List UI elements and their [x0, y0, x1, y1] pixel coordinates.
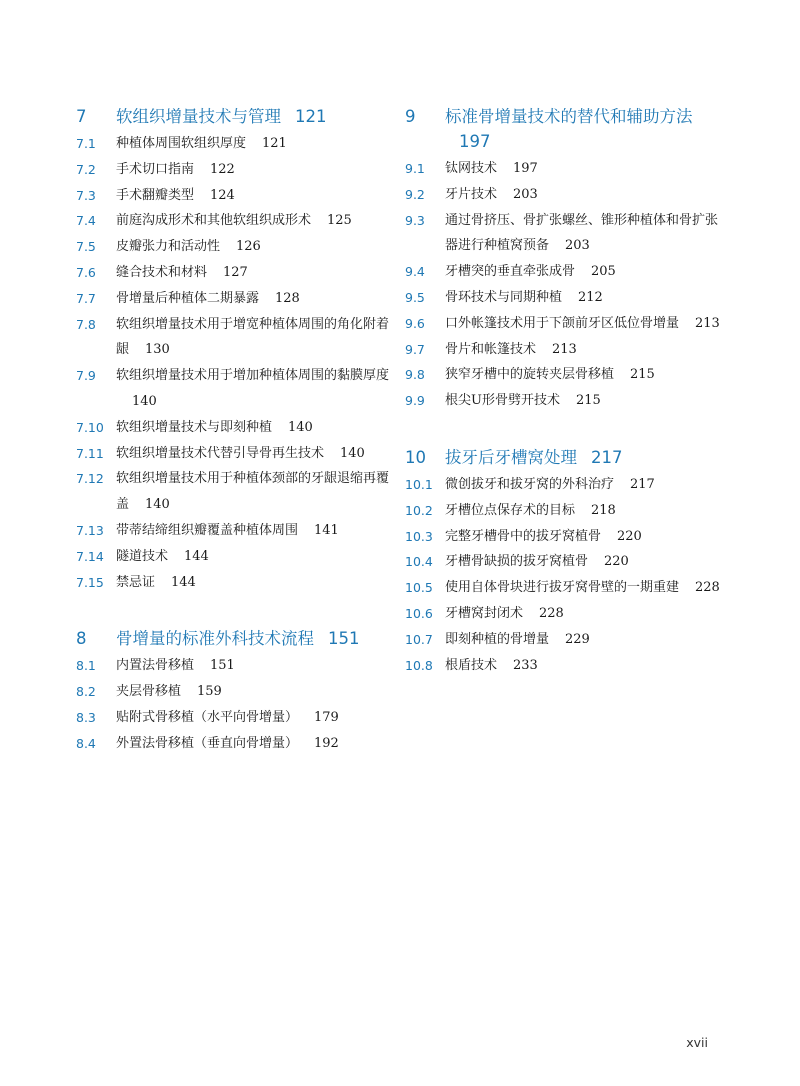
section-title-text: 骨片和帐篷技术	[445, 341, 537, 357]
section-title-text: 牙槽位点保存术的目标	[445, 502, 576, 518]
section-number: 10.4	[405, 554, 433, 570]
chapter-heading[interactable]	[405, 104, 725, 154]
section-title	[445, 156, 725, 182]
section-number: 7.5	[76, 239, 96, 255]
section-title	[445, 388, 725, 414]
section-title	[445, 311, 725, 337]
section-number: 9.4	[405, 264, 425, 280]
section-number: 8.2	[76, 684, 96, 700]
toc-entry[interactable]	[405, 156, 725, 182]
toc-chapter	[76, 626, 396, 756]
section-title	[445, 337, 725, 363]
section-title-text: 缝合技术和材料	[116, 264, 208, 280]
section-number: 7.12	[76, 471, 104, 487]
section-title	[116, 312, 396, 364]
section-page: 197	[513, 161, 538, 176]
toc-entry[interactable]	[76, 466, 396, 518]
section-page: 140	[288, 419, 313, 435]
toc-entry[interactable]	[76, 208, 396, 234]
toc-entry[interactable]	[76, 570, 396, 596]
section-title	[116, 234, 396, 260]
chapter-number: 9	[405, 107, 416, 126]
section-title	[445, 285, 725, 311]
section-title-text: 使用自体骨块进行拔牙窝骨壁的一期重建	[445, 580, 680, 596]
section-title-text: 皮瓣张力和活动性	[116, 239, 221, 255]
chapter-title	[445, 445, 725, 470]
section-page: 192	[314, 735, 339, 751]
toc-entry[interactable]	[405, 472, 725, 498]
section-page: 203	[565, 238, 590, 254]
section-page: 151	[210, 658, 235, 674]
chapter-page: 197	[459, 132, 491, 151]
toc-entry[interactable]	[405, 549, 725, 575]
section-title-text: 骨增量后种植体二期暴露	[116, 290, 260, 306]
chapter-number: 7	[76, 107, 87, 126]
section-page: 205	[591, 264, 616, 280]
section-number: 7.4	[76, 213, 96, 229]
toc-entry[interactable]	[76, 653, 396, 679]
section-title	[116, 157, 396, 183]
section-number: 9.6	[405, 315, 425, 331]
section-page: 122	[210, 161, 235, 177]
section-title-text: 软组织增量技术用于种植体颈部的牙龈退缩再覆盖	[116, 471, 390, 513]
section-title-text: 牙槽窝封闭术	[445, 605, 524, 621]
section-page: 229	[565, 631, 590, 647]
section-title-text: 外置法骨移植（垂直向骨增量）	[116, 735, 299, 751]
section-page: 130	[145, 342, 170, 358]
chapter-number: 8	[76, 629, 87, 649]
section-title	[116, 441, 396, 467]
section-title-text: 软组织增量技术代替引导骨再生技术	[116, 445, 325, 461]
section-number: 10.7	[405, 631, 433, 647]
toc-chapter	[76, 104, 396, 595]
section-page: 212	[578, 289, 603, 305]
section-title	[116, 415, 396, 441]
section-title	[116, 544, 396, 570]
section-number: 7.1	[76, 136, 96, 151]
section-title-text: 骨环技术与同期种植	[445, 289, 563, 305]
toc-entry[interactable]	[76, 441, 396, 467]
section-number: 9.3	[405, 212, 425, 228]
section-number: 10.1	[405, 476, 433, 492]
page-number: xvii	[686, 1035, 708, 1050]
toc-entry[interactable]	[405, 627, 725, 653]
section-number: 7.3	[76, 187, 96, 203]
section-title-text: 口外帐篷技术用于下颌前牙区低位骨增量	[445, 315, 680, 331]
section-title	[116, 653, 396, 679]
toc-column-right	[405, 104, 725, 709]
section-page: 228	[695, 580, 720, 596]
section-title	[116, 286, 396, 312]
section-title-text: 软组织增量技术用于增加种植体周围的黏膜厚度	[116, 368, 390, 384]
toc-entry[interactable]	[405, 653, 725, 679]
section-title-text: 软组织增量技术与即刻种植	[116, 419, 273, 435]
section-title	[116, 260, 396, 286]
section-title	[116, 705, 396, 731]
chapter-title-text: 标准骨增量技术的替代和辅助方法	[445, 107, 693, 126]
toc-entry[interactable]	[405, 524, 725, 550]
section-number: 10.6	[405, 605, 433, 621]
section-title	[445, 208, 725, 260]
section-number: 7.6	[76, 264, 96, 280]
toc-entry[interactable]	[405, 575, 725, 601]
section-number: 8.3	[76, 709, 96, 725]
section-page: 220	[604, 554, 629, 570]
section-number: 8.1	[76, 658, 96, 674]
section-number: 7.11	[76, 445, 104, 461]
section-page: 144	[171, 574, 196, 590]
section-title-text: 手术翻瓣类型	[116, 187, 195, 203]
section-title-text: 微创拔牙和拔牙窝的外科治疗	[445, 476, 615, 492]
chapter-heading[interactable]	[405, 445, 725, 470]
section-title-text: 隧道技术	[116, 548, 169, 564]
toc-entry[interactable]	[405, 259, 725, 285]
section-title-text: 即刻种植的骨增量	[445, 631, 550, 647]
section-title	[445, 653, 725, 679]
toc-entry[interactable]	[405, 285, 725, 311]
section-number: 7.2	[76, 161, 96, 177]
toc-entry[interactable]	[76, 286, 396, 312]
section-title	[116, 518, 396, 544]
section-page: 203	[513, 186, 538, 202]
section-title	[445, 575, 725, 601]
chapter-title	[116, 104, 396, 129]
section-number: 7.15	[76, 574, 104, 590]
section-number: 10.2	[405, 502, 433, 518]
section-number: 7.10	[76, 419, 104, 435]
section-title	[445, 362, 725, 388]
toc-entry[interactable]	[76, 731, 396, 757]
section-page: 179	[314, 709, 339, 725]
section-title-text: 根盾技术	[445, 657, 498, 673]
section-page: 124	[210, 187, 235, 203]
section-number: 7.7	[76, 290, 96, 306]
chapter-page: 217	[591, 447, 623, 467]
toc-entry[interactable]	[405, 498, 725, 524]
section-page: 213	[552, 341, 577, 357]
section-page: 215	[575, 393, 601, 409]
section-page: 233	[513, 657, 538, 673]
section-page: 213	[695, 315, 720, 331]
toc-entry[interactable]	[405, 362, 725, 388]
section-page: 126	[236, 239, 261, 255]
toc-entry[interactable]	[76, 518, 396, 544]
section-title-text: 夹层骨移植	[116, 684, 182, 700]
section-number: 9.7	[405, 341, 425, 357]
chapter-title	[116, 626, 396, 651]
chapter-title-text: 拔牙后牙槽窝处理	[445, 447, 577, 467]
section-title-text: 软组织增量技术用于增宽种植体周围的角化附着龈	[116, 316, 390, 358]
section-title	[116, 731, 396, 757]
toc-entry[interactable]	[405, 601, 725, 627]
section-title	[445, 259, 725, 285]
toc-entry[interactable]	[76, 312, 396, 364]
section-page: 140	[132, 393, 157, 409]
toc-entry[interactable]	[405, 337, 725, 363]
chapter-heading[interactable]	[76, 104, 396, 129]
section-title	[116, 363, 396, 415]
section-title	[116, 183, 396, 209]
section-page: 140	[145, 497, 170, 513]
section-number: 9.2	[405, 186, 425, 202]
chapter-title-text: 软组织增量技术与管理	[116, 107, 281, 126]
toc-entry[interactable]	[76, 705, 396, 731]
section-title-text: 狭窄牙槽中的旋转夹层骨移植	[445, 367, 615, 383]
section-title	[116, 208, 396, 234]
chapter-number: 10	[405, 447, 426, 467]
toc-entry[interactable]	[76, 544, 396, 570]
section-number: 10.3	[405, 528, 433, 544]
toc-entry[interactable]	[76, 234, 396, 260]
section-number: 9.5	[405, 289, 425, 305]
toc-entry[interactable]	[405, 182, 725, 208]
toc-entry[interactable]	[76, 183, 396, 209]
section-number: 9.8	[405, 367, 425, 383]
section-title-text: 完整牙槽骨中的拔牙窝植骨	[445, 528, 602, 544]
section-page: 128	[275, 290, 300, 306]
section-page: 218	[591, 502, 616, 518]
section-title-text: 前庭沟成形术和其他软组织成形术	[116, 213, 312, 229]
section-page: 140	[340, 445, 365, 461]
section-title	[445, 498, 725, 524]
section-page: 144	[184, 548, 209, 564]
toc-entry[interactable]	[76, 157, 396, 183]
section-page: 220	[617, 528, 642, 544]
section-number: 10.5	[405, 580, 433, 596]
section-title	[116, 131, 396, 157]
section-title-text: 根尖U形骨劈开技术	[445, 393, 560, 409]
chapter-title	[445, 104, 725, 154]
toc-entry[interactable]	[405, 388, 725, 414]
toc-entry[interactable]	[76, 363, 396, 415]
section-number: 9.1	[405, 161, 425, 176]
section-title-text: 手术切口指南	[116, 161, 195, 177]
section-title	[445, 472, 725, 498]
section-title-text: 钛网技术	[445, 161, 498, 176]
section-title	[116, 570, 396, 596]
toc-chapter	[405, 104, 725, 414]
chapter-title-text: 骨增量的标准外科技术流程	[116, 629, 314, 649]
chapter-heading[interactable]	[76, 626, 396, 651]
section-number: 7.14	[76, 548, 104, 564]
section-title-text: 内置法骨移植	[116, 658, 195, 674]
section-title-text: 种植体周围软组织厚度	[116, 136, 247, 151]
toc-column-left	[76, 104, 396, 788]
section-title	[445, 601, 725, 627]
toc-entry[interactable]	[76, 260, 396, 286]
section-page: 215	[630, 367, 655, 383]
section-page: 141	[314, 522, 339, 538]
section-title	[445, 549, 725, 575]
chapter-page: 151	[328, 629, 360, 649]
chapter-page: 121	[295, 107, 327, 126]
toc-entry[interactable]	[405, 208, 725, 260]
toc-entry[interactable]	[76, 415, 396, 441]
section-number: 7.9	[76, 368, 96, 384]
section-page: 228	[539, 605, 564, 621]
section-title-text: 牙槽突的垂直牵张成骨	[445, 264, 576, 280]
section-title	[445, 182, 725, 208]
section-title	[445, 524, 725, 550]
toc-chapter	[405, 445, 725, 678]
section-number: 7.13	[76, 522, 104, 538]
section-title	[445, 627, 725, 653]
toc-entry[interactable]	[76, 131, 396, 157]
section-number: 9.9	[405, 393, 425, 409]
section-title-text: 牙片技术	[445, 186, 498, 202]
section-page: 121	[262, 136, 287, 151]
toc-entry[interactable]	[405, 311, 725, 337]
section-title-text: 带蒂结缔组织瓣覆盖种植体周围	[116, 522, 299, 538]
section-title-text: 禁忌证	[116, 574, 156, 590]
section-title	[116, 679, 396, 705]
section-number: 7.8	[76, 316, 96, 332]
section-title-text: 贴附式骨移植（水平向骨增量）	[116, 709, 299, 725]
section-number: 8.4	[76, 735, 96, 751]
section-title-text: 牙槽骨缺损的拔牙窝植骨	[445, 554, 589, 570]
section-title	[116, 466, 396, 518]
section-title-text: 通过骨挤压、骨扩张螺丝、锥形种植体和骨扩张器进行种植窝预备	[445, 212, 719, 254]
section-page: 159	[197, 684, 222, 700]
section-page: 127	[223, 264, 248, 280]
section-number: 10.8	[405, 657, 433, 673]
section-page: 217	[630, 476, 655, 492]
toc-entry[interactable]	[76, 679, 396, 705]
section-page: 125	[327, 213, 352, 229]
